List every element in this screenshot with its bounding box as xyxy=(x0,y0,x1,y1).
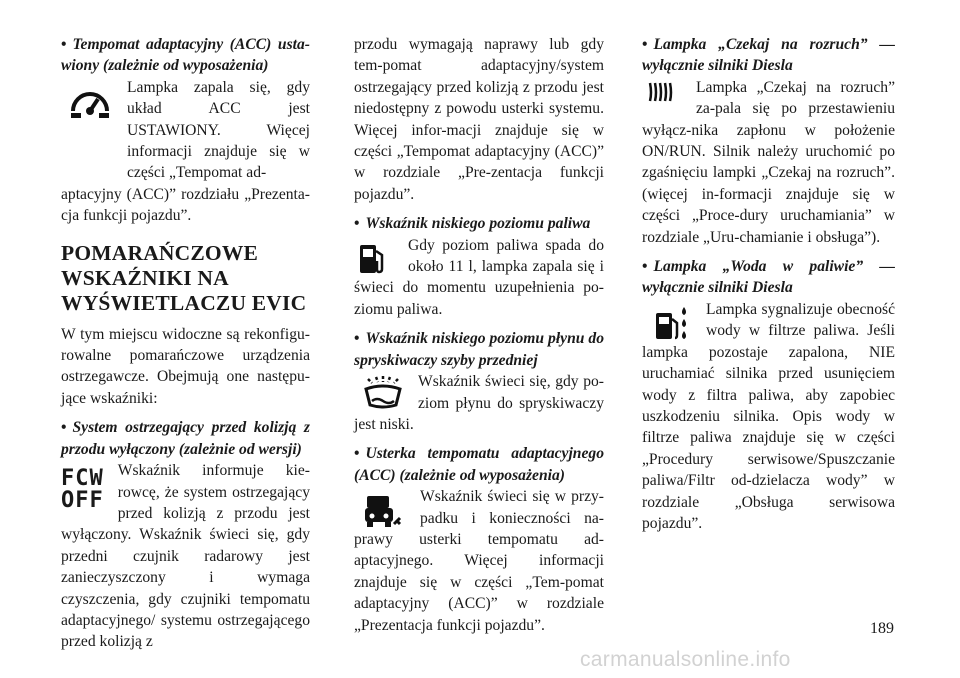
wait-to-start-text: Lampka „Czekaj na rozruch” za-pala się po przestawieniu wyłącz-nika zapłonu w położenie ON/RUN. Silnik należy uruchomić po zgaśnięciu lampki „Czekaj na rozruch”. (więcej in-formacji znajduje się w części „Proce-dury uruchamiania” w rozdziale „Uru-chamianie i obsługa”). xyxy=(642,78,895,246)
water-in-fuel-icon xyxy=(654,305,690,341)
acc-set-item-title: • Tempomat adaptacyjny (ACC) usta-wiony (zależnie od wyposażenia) xyxy=(61,36,310,75)
washer-item-title: • Wskaźnik niskiego poziomu płynu do spryskiwaczy szyby przedniej xyxy=(354,330,604,369)
fuel-text: Gdy poziom paliwa spada do około 11 l, lampka zapala się i świeci do momentu uzupełnienia po-ziomu paliwa. xyxy=(354,236,604,318)
water-in-fuel-text: Lampka sygnalizuje obecność wody w filtrze paliwa. Jeśli lampka pozostaje zapalona, NIE uruchamiać silnika przed usunięciem wody z filtra paliwa, aby zapobiec uszkodzeniu silnika. Opis wody w filtrze paliwa znajduje się w części „Procedury serwisowe/Spuszczanie paliwa/Filtr od-dzielacza wody” w rozdziale „Obsługa serwisowa pojazdu”. xyxy=(642,300,895,532)
glow-plug-icon xyxy=(648,81,674,103)
fcw-off-icon xyxy=(61,468,104,512)
fuel-item-title: • Wskaźnik niskiego poziomu paliwa xyxy=(354,215,591,233)
acc-fault-item xyxy=(354,486,604,636)
washer-fluid-icon xyxy=(364,375,402,409)
fuel-pump-icon xyxy=(358,241,386,275)
acc-fault-item-title: • Usterka tempomatu adaptacyjnego (ACC) (zależnie od wyposażenia) xyxy=(354,445,604,484)
page-number: 189 xyxy=(870,620,894,637)
watermark: carmanualsonline.info xyxy=(580,648,791,671)
water-in-fuel-item-title: • Lampka „Woda w paliwie” — wyłącznie silniki Diesla xyxy=(642,258,895,297)
acc-set-text-lead: Lampka zapala się, gdy układ ACC jest USTAWIONY. Więcej informacji znajduje się w części „Tempomat ad- xyxy=(127,78,310,182)
fcw-text: Wskaźnik informuje kie-rowcę, że system ostrzegający przed kolizją z przodu jest wyłączony. Wskaźnik świeci się, gdy przedni czujnik radarowy jest zanieczyszczony i wymaga czyszczenia, gdy czujniki tempomatu adaptacyjnego/ systemu ostrzegającego przed kolizją z xyxy=(61,462,310,651)
fcw-icon-line1: FCW xyxy=(61,466,104,492)
acc-fault-icon xyxy=(364,494,402,528)
acc-fault-text: Wskaźnik świeci się w przy-padku i konieczności na-prawy usterki tempomatu ad-aptacyjnego. Więcej informacji znajduje się w części „Tem-pomat adaptacyjny (ACC)” w rozdziale „Prezentacja funkcji pojazdu”. xyxy=(354,488,604,634)
acc-set-item xyxy=(61,77,310,227)
column-2 xyxy=(354,34,604,644)
fcw-icon-line2: OFF xyxy=(61,488,104,514)
column-1 xyxy=(61,34,310,661)
acc-set-text-rest: aptacyjny (ACC)” rozdziału „Prezenta-cja funkcji pojazdu”. xyxy=(61,185,310,225)
cruise-control-icon xyxy=(69,87,111,121)
fcw-text-continued: przodu wymagają naprawy lub gdy tem-pomat adaptacyjny/system ostrzegający przed kolizją z przodu jest niedostępny z powodu usterki systemu. Więcej infor-macji znajduje się w części „Tempomat adaptacyjny (ACC)” w rozdziale „Pre-zentacja funkcji pojazdu”. xyxy=(354,36,604,203)
section-heading: POMARAŃCZOWE WSKAŹNIKI NA WYŚWIETLACZU EVIC xyxy=(61,240,307,315)
fcw-item xyxy=(61,460,310,653)
wait-to-start-item-title: • Lampka „Czekaj na rozruch” — wyłącznie silniki Diesla xyxy=(642,36,895,75)
washer-item xyxy=(354,371,604,435)
fcw-item-title: • System ostrzegający przed kolizją z przodu wyłączony (zależnie od wersji) xyxy=(61,419,310,458)
water-in-fuel-item xyxy=(642,299,895,534)
washer-text: Wskaźnik świeci się, gdy po-ziom płynu do spryskiwaczy jest niski. xyxy=(354,373,604,433)
fuel-item xyxy=(354,235,604,321)
section-intro: W tym miejscu widoczne są rekonfigu-rowalne pomarańczowe urządzenia ostrzegawcze. Obejmują one następu-jące wskaźniki: xyxy=(61,325,310,407)
wait-to-start-item xyxy=(642,77,895,248)
column-3 xyxy=(642,34,895,542)
